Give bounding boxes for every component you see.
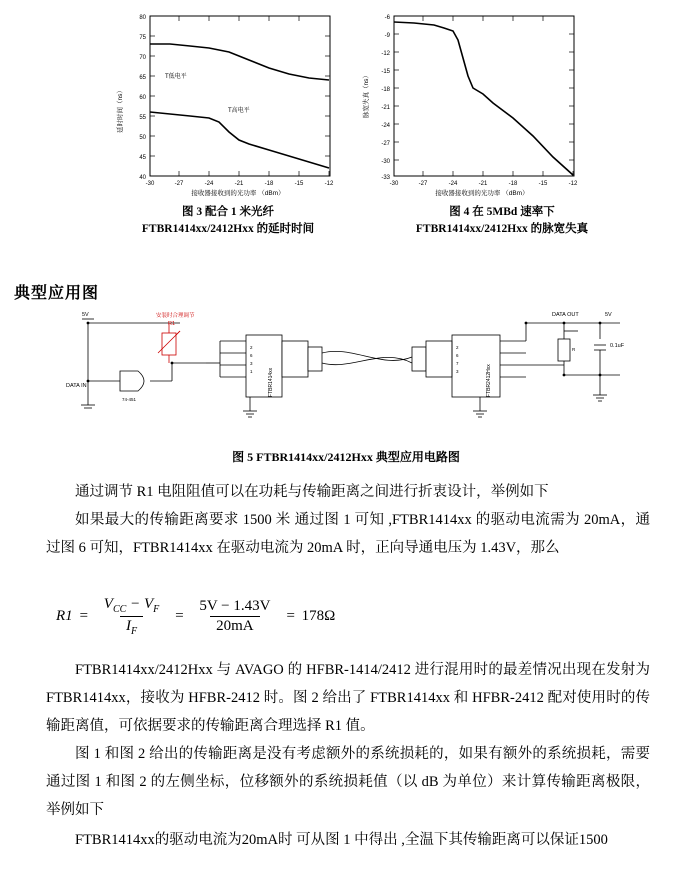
svg-text:-21: -21	[234, 181, 244, 187]
figure-4-caption	[352, 204, 652, 238]
svg-text:-18: -18	[508, 181, 518, 187]
figure-4	[356, 8, 584, 198]
svg-text:T高电平: T高电平	[228, 108, 250, 114]
svg-text:70: 70	[139, 55, 146, 61]
figure-3-caption-line1: 图 3 配合 1 米光纤	[182, 206, 274, 218]
svg-text:80: 80	[139, 15, 146, 21]
figure-3-chart	[108, 8, 346, 198]
svg-text:-30: -30	[145, 181, 155, 187]
svg-text:7: 7	[456, 361, 459, 366]
svg-text:55: 55	[139, 115, 146, 121]
schematic-svg	[60, 305, 640, 425]
svg-text:2: 2	[250, 345, 253, 350]
svg-text:-12: -12	[324, 181, 334, 187]
formula-minus: −	[130, 596, 141, 612]
svg-text:3: 3	[456, 369, 459, 374]
svg-text:T低电平: T低电平	[165, 74, 187, 80]
label-tx-part: FTBR1414xx	[268, 367, 274, 397]
svg-text:-27: -27	[381, 141, 390, 147]
svg-text:6: 6	[456, 353, 459, 358]
svg-text:50: 50	[139, 135, 146, 141]
formula-numerator-2: 5V − 1.43V	[199, 598, 271, 614]
figure-3-caption	[70, 204, 386, 238]
label-rx-part: FTBR2412Hxx	[486, 364, 492, 397]
svg-text:65: 65	[139, 75, 146, 81]
svg-text:-24: -24	[204, 181, 214, 187]
svg-text:-15: -15	[381, 69, 390, 75]
svg-text:45: 45	[139, 155, 146, 161]
label-data-in: DATA IN	[66, 383, 87, 389]
svg-text:-24: -24	[381, 123, 390, 129]
label-data-out: DATA OUT	[552, 312, 579, 318]
formula-eq-2: =	[174, 608, 185, 624]
formula-eq-1: =	[78, 608, 89, 624]
formula-fraction-2	[193, 598, 276, 635]
formula-numerator-1	[98, 596, 165, 616]
figure-3-caption-line2: FTBR1414xx/2412Hxx 的延时时间	[141, 223, 315, 235]
svg-text:-33: -33	[381, 175, 390, 181]
formula-lhs: R1	[56, 608, 73, 624]
svg-text:-21: -21	[381, 105, 390, 111]
formula-result: 178Ω	[301, 608, 336, 624]
formula-vcc: V	[103, 596, 113, 612]
formula-fraction-1	[98, 596, 165, 637]
svg-text:75: 75	[139, 35, 146, 41]
paragraph-3: FTBR1414xx/2412Hxx 与 AVAGO 的 HFBR-1414/2412 进行混用时的最差情况出现在发射为 FTBR1414xx，接收为 HFBR-2412 时。图 2 给出了 FTBR1414xx 和 HFBR-2412 配对使用时的传输距离值，可依据要求的传输距离合理选择 R1 值。	[46, 662, 650, 734]
label-vcc-left: 5V	[82, 312, 89, 318]
svg-text:3: 3	[250, 361, 253, 366]
figure-4-caption-line2: FTBR1414xx/2412Hxx 的脉宽失真	[415, 223, 589, 235]
formula-eq-3: =	[285, 608, 296, 624]
formula-denominator-1	[120, 616, 143, 637]
label-resistor: R	[572, 347, 576, 352]
label-gate-part: 74-451	[122, 397, 137, 402]
svg-text:-30: -30	[389, 181, 399, 187]
svg-text:-9: -9	[384, 33, 390, 39]
svg-text:-27: -27	[174, 181, 184, 187]
svg-text:2: 2	[456, 345, 459, 350]
label-vcc-right: 5V	[605, 312, 612, 318]
svg-text:延时时间（ns）: 延时时间（ns）	[117, 87, 124, 133]
svg-text:接收器接收到的光功率 （dBm）: 接收器接收到的光功率 （dBm）	[191, 190, 285, 197]
label-pot-note-2: R1	[168, 321, 176, 327]
formula-if: I	[125, 618, 131, 634]
application-schematic	[60, 305, 640, 425]
paragraph-5: FTBR1414xx的驱动电流为20mA时 可从图 1 中得出 ,全温下其传输距离可以保证1500	[75, 832, 608, 848]
svg-text:1: 1	[250, 369, 253, 374]
formula-vf: V	[143, 596, 154, 612]
figure-5-caption: 图 5 FTBR1414xx/2412Hxx 典型应用电路图	[232, 450, 460, 464]
svg-text:-15: -15	[294, 181, 304, 187]
svg-text:6: 6	[250, 353, 253, 358]
paragraph-2: 如果最大的传输距离要求 1500 米 通过图 1 可知 ,FTBR1414xx 的驱动电流需为 20mA，通过图 6 可知，FTBR1414xx 在驱动电流为 20mA 时，正向导通电压为 1.43V，那么	[46, 512, 650, 556]
formula-vf-sub: F	[153, 604, 160, 615]
formula-if-sub: F	[130, 626, 138, 637]
figure-3	[108, 8, 346, 198]
svg-text:-18: -18	[381, 87, 390, 93]
svg-text:-12: -12	[381, 51, 390, 57]
svg-text:-27: -27	[418, 181, 428, 187]
figure-4-caption-line1: 图 4 在 5MBd 速率下	[449, 206, 555, 218]
svg-text:-30: -30	[381, 159, 390, 165]
figures-row	[0, 4, 692, 254]
svg-text:-21: -21	[478, 181, 488, 187]
svg-text:40: 40	[139, 175, 146, 181]
paragraph-4: 图 1 和图 2 给出的传输距离是没有考虑额外的系统损耗的，如果有额外的系统损耗，需要通过图 1 和图 2 的左侧坐标，位移额外的系统损耗值（以 dB 为单位）来计算传输距离极限，举例如下	[46, 746, 650, 818]
svg-text:-6: -6	[384, 15, 390, 21]
formula-r1	[56, 596, 335, 637]
svg-text:接收器接收到的光功率 （dBm）: 接收器接收到的光功率 （dBm）	[435, 190, 529, 197]
figure-4-chart	[356, 8, 584, 198]
svg-text:-12: -12	[568, 181, 578, 187]
svg-text:-24: -24	[448, 181, 458, 187]
svg-text:脉宽失真（ns）: 脉宽失真（ns）	[363, 72, 370, 118]
svg-text:60: 60	[139, 95, 146, 101]
section-heading: 典型应用图	[14, 285, 100, 302]
formula-denominator-2: 20mA	[210, 616, 260, 635]
formula-vcc-sub: CC	[112, 604, 127, 615]
label-pot-note-1: 安装时合理调节	[156, 313, 195, 319]
svg-text:-18: -18	[264, 181, 274, 187]
label-capacitor: 0.1uF	[610, 343, 625, 349]
paragraph-1: 通过调节 R1 电阻阻值可以在功耗与传输距离之间进行折衷设计，举例如下	[75, 484, 549, 500]
svg-text:-15: -15	[538, 181, 548, 187]
